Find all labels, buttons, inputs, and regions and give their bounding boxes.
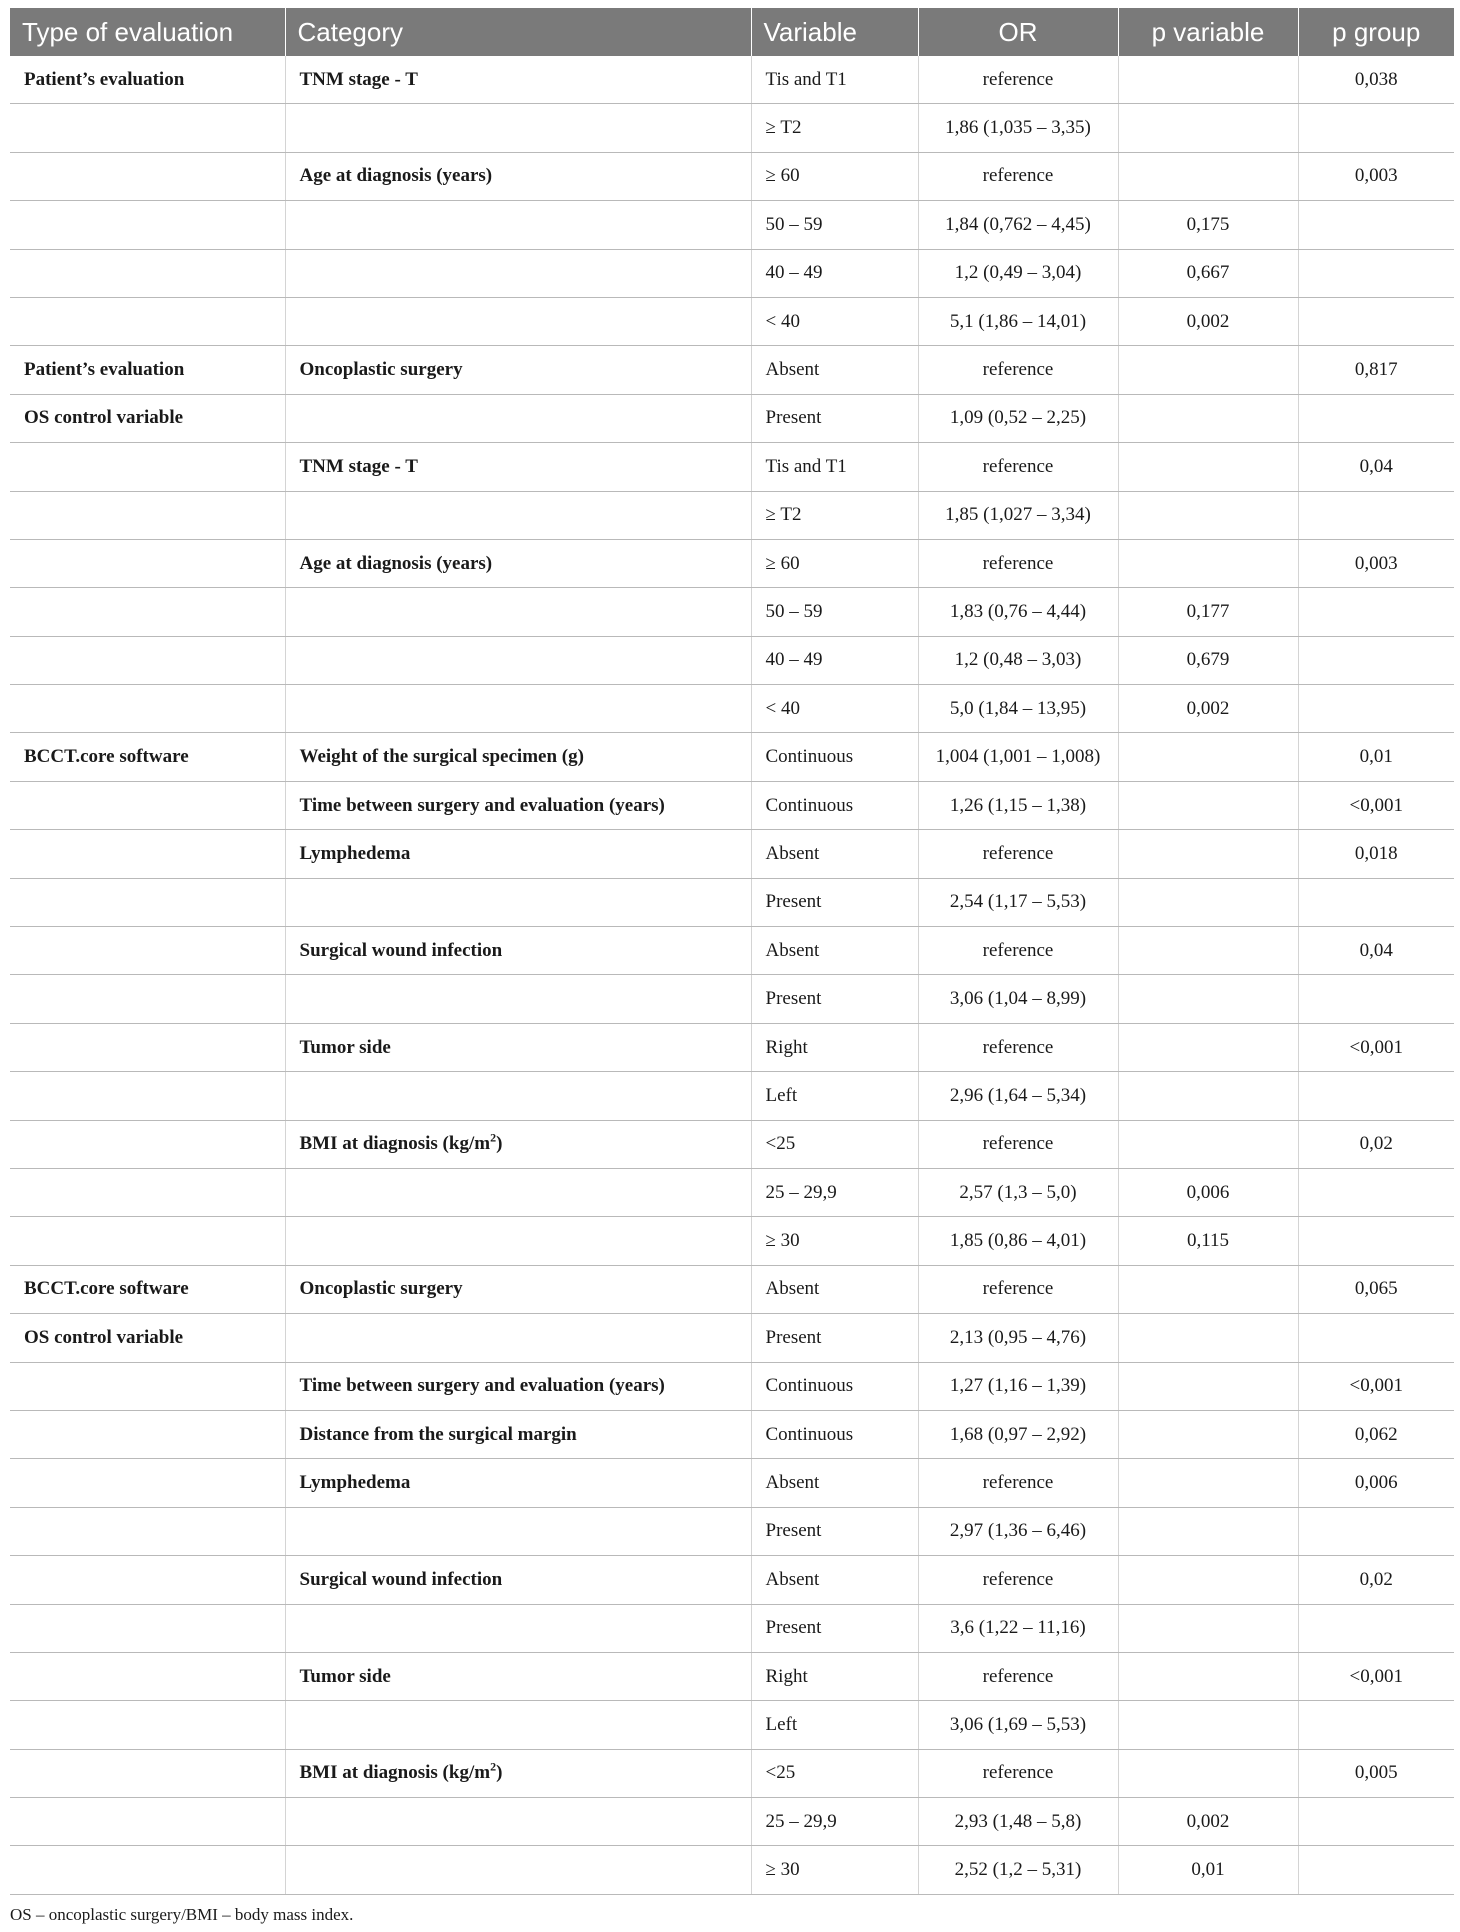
cell-type xyxy=(10,1604,285,1652)
cell-category xyxy=(285,1846,751,1894)
cell-p-group xyxy=(1298,975,1454,1023)
cell-type xyxy=(10,1701,285,1749)
cell-p-group xyxy=(1298,297,1454,345)
table-row xyxy=(10,685,1454,733)
cell-p-variable xyxy=(1118,1652,1298,1700)
cell-p-variable xyxy=(1118,1023,1298,1071)
cell-variable: Right xyxy=(751,1652,918,1700)
cell-p-group: 0,003 xyxy=(1298,152,1454,200)
cell-or: reference xyxy=(918,443,1118,491)
category-text: BMI at diagnosis (kg/m xyxy=(299,1762,491,1784)
cell-variable: Tis and T1 xyxy=(751,443,918,491)
cell-or: 1,83 (0,76 – 4,44) xyxy=(918,588,1118,636)
cell-category xyxy=(285,1314,751,1362)
cell-category xyxy=(285,685,751,733)
cell-or: 1,86 (1,035 – 3,35) xyxy=(918,104,1118,152)
cell-type: OS control variable xyxy=(10,394,285,442)
cell-type xyxy=(10,1410,285,1458)
cell-p-group: 0,02 xyxy=(1298,1556,1454,1604)
cell-p-group xyxy=(1298,1846,1454,1894)
cell-variable: 40 – 49 xyxy=(751,249,918,297)
cell-variable: Present xyxy=(751,1507,918,1555)
table-row xyxy=(10,152,1454,200)
cell-type xyxy=(10,588,285,636)
cell-p-variable xyxy=(1118,1120,1298,1168)
cell-category: Weight of the surgical specimen (g) xyxy=(285,733,751,781)
cell-category xyxy=(285,1507,751,1555)
table-row xyxy=(10,1507,1454,1555)
cell-category: TNM stage - T xyxy=(285,56,751,104)
table-row xyxy=(10,1556,1454,1604)
table-row xyxy=(10,1604,1454,1652)
cell-p-group: 0,065 xyxy=(1298,1265,1454,1313)
cell-p-group xyxy=(1298,491,1454,539)
cell-p-variable xyxy=(1118,1072,1298,1120)
cell-p-group: <0,001 xyxy=(1298,781,1454,829)
cell-p-group xyxy=(1298,588,1454,636)
cell-p-group xyxy=(1298,685,1454,733)
cell-type xyxy=(10,297,285,345)
cell-category: Age at diagnosis (years) xyxy=(285,539,751,587)
cell-p-variable: 0,002 xyxy=(1118,297,1298,345)
cell-or: 2,57 (1,3 – 5,0) xyxy=(918,1168,1118,1216)
cell-variable: < 40 xyxy=(751,297,918,345)
table-row xyxy=(10,1846,1454,1894)
cell-or: 1,2 (0,49 – 3,04) xyxy=(918,249,1118,297)
cell-category: Tumor side xyxy=(285,1023,751,1071)
cell-or: reference xyxy=(918,1556,1118,1604)
category-superscript: 2 xyxy=(490,1130,497,1145)
table-row xyxy=(10,346,1454,394)
table-row xyxy=(10,636,1454,684)
cell-variable: ≥ 60 xyxy=(751,152,918,200)
cell-variable: Absent xyxy=(751,1556,918,1604)
cell-p-group: 0,04 xyxy=(1298,927,1454,975)
cell-p-variable xyxy=(1118,152,1298,200)
cell-p-group xyxy=(1298,1217,1454,1265)
cell-type xyxy=(10,636,285,684)
header-p-group: p group xyxy=(1298,8,1454,56)
cell-type: BCCT.core software xyxy=(10,733,285,781)
cell-or: 2,96 (1,64 – 5,34) xyxy=(918,1072,1118,1120)
cell-p-variable: 0,002 xyxy=(1118,685,1298,733)
cell-p-group: 0,817 xyxy=(1298,346,1454,394)
table-row xyxy=(10,781,1454,829)
cell-category: Age at diagnosis (years) xyxy=(285,152,751,200)
cell-or: 1,84 (0,762 – 4,45) xyxy=(918,201,1118,249)
cell-category: Distance from the surgical margin xyxy=(285,1410,751,1458)
cell-or: 2,13 (0,95 – 4,76) xyxy=(918,1314,1118,1362)
cell-or: 1,85 (1,027 – 3,34) xyxy=(918,491,1118,539)
cell-variable: Continuous xyxy=(751,1410,918,1458)
table-header xyxy=(10,8,1454,56)
cell-type xyxy=(10,685,285,733)
cell-variable: 25 – 29,9 xyxy=(751,1168,918,1216)
cell-or: reference xyxy=(918,1265,1118,1313)
cell-variable: Absent xyxy=(751,1265,918,1313)
cell-variable: Absent xyxy=(751,830,918,878)
cell-p-group: 0,006 xyxy=(1298,1459,1454,1507)
cell-category xyxy=(285,636,751,684)
cell-category xyxy=(285,1604,751,1652)
cell-category xyxy=(285,1749,751,1797)
cell-p-group: <0,001 xyxy=(1298,1023,1454,1071)
cell-p-variable xyxy=(1118,1314,1298,1362)
cell-or: reference xyxy=(918,830,1118,878)
cell-variable: Continuous xyxy=(751,733,918,781)
cell-p-variable: 0,679 xyxy=(1118,636,1298,684)
cell-variable: Absent xyxy=(751,346,918,394)
cell-variable: Right xyxy=(751,1023,918,1071)
cell-type xyxy=(10,1459,285,1507)
cell-p-group: 0,04 xyxy=(1298,443,1454,491)
cell-category: Tumor side xyxy=(285,1652,751,1700)
cell-type xyxy=(10,104,285,152)
table-row xyxy=(10,1652,1454,1700)
cell-p-group: 0,018 xyxy=(1298,830,1454,878)
cell-or: 2,52 (1,2 – 5,31) xyxy=(918,1846,1118,1894)
table-row xyxy=(10,733,1454,781)
category-text: BMI at diagnosis (kg/m xyxy=(299,1133,491,1155)
results-table xyxy=(10,8,1454,1895)
cell-variable: Absent xyxy=(751,927,918,975)
table-row xyxy=(10,1168,1454,1216)
cell-category xyxy=(285,1120,751,1168)
cell-type xyxy=(10,1168,285,1216)
cell-type xyxy=(10,830,285,878)
cell-category xyxy=(285,1217,751,1265)
table-row xyxy=(10,1701,1454,1749)
cell-type: Patient’s evaluation xyxy=(10,346,285,394)
cell-type xyxy=(10,1362,285,1410)
cell-or: 1,09 (0,52 – 2,25) xyxy=(918,394,1118,442)
header-p-variable: p variable xyxy=(1118,8,1298,56)
table-row xyxy=(10,201,1454,249)
cell-category xyxy=(285,491,751,539)
cell-variable: Present xyxy=(751,1604,918,1652)
table-row xyxy=(10,975,1454,1023)
cell-category xyxy=(285,201,751,249)
cell-type xyxy=(10,1556,285,1604)
cell-or: reference xyxy=(918,539,1118,587)
cell-category: Lymphedema xyxy=(285,1459,751,1507)
cell-variable: Present xyxy=(751,975,918,1023)
cell-category: Oncoplastic surgery xyxy=(285,346,751,394)
cell-or: reference xyxy=(918,927,1118,975)
cell-p-group xyxy=(1298,1072,1454,1120)
cell-type xyxy=(10,539,285,587)
table-row xyxy=(10,1217,1454,1265)
cell-category xyxy=(285,1798,751,1846)
cell-type xyxy=(10,1749,285,1797)
cell-category xyxy=(285,1168,751,1216)
cell-p-variable xyxy=(1118,1604,1298,1652)
cell-or: reference xyxy=(918,152,1118,200)
cell-p-variable: 0,115 xyxy=(1118,1217,1298,1265)
cell-or: 5,0 (1,84 – 13,95) xyxy=(918,685,1118,733)
cell-variable: ≥ 30 xyxy=(751,1846,918,1894)
cell-p-variable xyxy=(1118,539,1298,587)
cell-or: 3,06 (1,69 – 5,53) xyxy=(918,1701,1118,1749)
table-row xyxy=(10,588,1454,636)
cell-variable: Present xyxy=(751,878,918,926)
table-footnote: OS – oncoplastic surgery/BMI – body mass index. xyxy=(10,1904,354,1924)
table-body xyxy=(10,56,1454,1894)
cell-category: Surgical wound infection xyxy=(285,1556,751,1604)
cell-p-variable: 0,177 xyxy=(1118,588,1298,636)
cell-type xyxy=(10,1120,285,1168)
cell-p-group xyxy=(1298,1701,1454,1749)
cell-or: 1,2 (0,48 – 3,03) xyxy=(918,636,1118,684)
cell-variable: 40 – 49 xyxy=(751,636,918,684)
cell-or: 1,27 (1,16 – 1,39) xyxy=(918,1362,1118,1410)
cell-category xyxy=(285,394,751,442)
table-row xyxy=(10,878,1454,926)
table-row xyxy=(10,1023,1454,1071)
cell-variable: Present xyxy=(751,394,918,442)
cell-or: reference xyxy=(918,1120,1118,1168)
cell-variable: Present xyxy=(751,1314,918,1362)
cell-variable: < 40 xyxy=(751,685,918,733)
cell-p-variable xyxy=(1118,56,1298,104)
cell-p-group: 0,003 xyxy=(1298,539,1454,587)
cell-p-variable xyxy=(1118,1507,1298,1555)
cell-p-group xyxy=(1298,249,1454,297)
table-row xyxy=(10,1362,1454,1410)
cell-variable: ≥ T2 xyxy=(751,104,918,152)
cell-category xyxy=(285,1072,751,1120)
cell-p-variable xyxy=(1118,443,1298,491)
cell-or: 1,26 (1,15 – 1,38) xyxy=(918,781,1118,829)
cell-category: Oncoplastic surgery xyxy=(285,1265,751,1313)
cell-p-group: 0,038 xyxy=(1298,56,1454,104)
cell-type xyxy=(10,491,285,539)
table-row xyxy=(10,104,1454,152)
cell-p-variable xyxy=(1118,927,1298,975)
cell-or: 2,93 (1,48 – 5,8) xyxy=(918,1798,1118,1846)
header-row xyxy=(10,8,1454,56)
table-row xyxy=(10,249,1454,297)
cell-p-group xyxy=(1298,1604,1454,1652)
cell-p-variable xyxy=(1118,491,1298,539)
cell-category xyxy=(285,1701,751,1749)
cell-type xyxy=(10,878,285,926)
cell-type xyxy=(10,781,285,829)
header-category: Category xyxy=(285,8,751,56)
cell-p-group: 0,005 xyxy=(1298,1749,1454,1797)
cell-p-variable xyxy=(1118,1459,1298,1507)
cell-variable: 50 – 59 xyxy=(751,588,918,636)
cell-type: BCCT.core software xyxy=(10,1265,285,1313)
header-variable: Variable xyxy=(751,8,918,56)
cell-p-variable: 0,01 xyxy=(1118,1846,1298,1894)
cell-type xyxy=(10,975,285,1023)
cell-p-group xyxy=(1298,1507,1454,1555)
cell-variable: ≥ 30 xyxy=(751,1217,918,1265)
cell-p-group xyxy=(1298,1168,1454,1216)
cell-p-variable xyxy=(1118,1749,1298,1797)
cell-category xyxy=(285,249,751,297)
cell-category xyxy=(285,878,751,926)
cell-p-variable xyxy=(1118,878,1298,926)
table-row xyxy=(10,297,1454,345)
header-type: Type of evaluation xyxy=(10,8,285,56)
table-row xyxy=(10,830,1454,878)
cell-category: Surgical wound infection xyxy=(285,927,751,975)
cell-type xyxy=(10,927,285,975)
cell-p-variable xyxy=(1118,1265,1298,1313)
cell-or: 5,1 (1,86 – 14,01) xyxy=(918,297,1118,345)
cell-p-variable xyxy=(1118,1410,1298,1458)
cell-type xyxy=(10,1507,285,1555)
cell-p-variable xyxy=(1118,975,1298,1023)
table-row xyxy=(10,1265,1454,1313)
cell-or: 2,54 (1,17 – 5,53) xyxy=(918,878,1118,926)
cell-p-variable: 0,006 xyxy=(1118,1168,1298,1216)
cell-variable: <25 xyxy=(751,1749,918,1797)
cell-p-group: 0,01 xyxy=(1298,733,1454,781)
cell-p-variable xyxy=(1118,346,1298,394)
table-row xyxy=(10,1798,1454,1846)
cell-p-group xyxy=(1298,1798,1454,1846)
table-row xyxy=(10,1749,1454,1797)
cell-variable: Absent xyxy=(751,1459,918,1507)
cell-p-group xyxy=(1298,878,1454,926)
table-row xyxy=(10,539,1454,587)
cell-p-variable xyxy=(1118,1362,1298,1410)
cell-or: reference xyxy=(918,1652,1118,1700)
cell-type: OS control variable xyxy=(10,1314,285,1362)
table-row xyxy=(10,56,1454,104)
category-tail: ) xyxy=(496,1762,503,1784)
cell-category xyxy=(285,104,751,152)
cell-type xyxy=(10,1652,285,1700)
cell-or: 1,004 (1,001 – 1,008) xyxy=(918,733,1118,781)
cell-variable: Continuous xyxy=(751,781,918,829)
cell-p-group xyxy=(1298,636,1454,684)
cell-p-group: 0,062 xyxy=(1298,1410,1454,1458)
cell-p-variable xyxy=(1118,733,1298,781)
cell-p-variable: 0,667 xyxy=(1118,249,1298,297)
cell-category xyxy=(285,588,751,636)
table-container xyxy=(10,8,1454,1925)
cell-p-variable xyxy=(1118,394,1298,442)
cell-category: Time between surgery and evaluation (years) xyxy=(285,1362,751,1410)
cell-p-variable xyxy=(1118,1701,1298,1749)
cell-variable: Left xyxy=(751,1072,918,1120)
cell-p-variable: 0,002 xyxy=(1118,1798,1298,1846)
cell-or: reference xyxy=(918,346,1118,394)
cell-type xyxy=(10,1072,285,1120)
cell-variable: Left xyxy=(751,1701,918,1749)
cell-category xyxy=(285,975,751,1023)
table-row xyxy=(10,491,1454,539)
cell-type xyxy=(10,1798,285,1846)
cell-variable: Tis and T1 xyxy=(751,56,918,104)
cell-p-group: <0,001 xyxy=(1298,1362,1454,1410)
cell-category: TNM stage - T xyxy=(285,443,751,491)
table-row xyxy=(10,1314,1454,1362)
cell-type xyxy=(10,152,285,200)
cell-or: 1,68 (0,97 – 2,92) xyxy=(918,1410,1118,1458)
cell-variable: ≥ 60 xyxy=(751,539,918,587)
cell-or: reference xyxy=(918,56,1118,104)
cell-type xyxy=(10,1217,285,1265)
cell-p-variable xyxy=(1118,104,1298,152)
table-row xyxy=(10,1410,1454,1458)
cell-p-group: <0,001 xyxy=(1298,1652,1454,1700)
table-row xyxy=(10,443,1454,491)
cell-p-group xyxy=(1298,201,1454,249)
cell-category xyxy=(285,297,751,345)
cell-or: reference xyxy=(918,1023,1118,1071)
cell-p-group xyxy=(1298,104,1454,152)
cell-type: Patient’s evaluation xyxy=(10,56,285,104)
cell-p-variable xyxy=(1118,781,1298,829)
table-row xyxy=(10,1072,1454,1120)
cell-or: 3,6 (1,22 – 11,16) xyxy=(918,1604,1118,1652)
table-row xyxy=(10,1120,1454,1168)
cell-variable: 25 – 29,9 xyxy=(751,1798,918,1846)
table-row xyxy=(10,394,1454,442)
cell-category: Time between surgery and evaluation (years) xyxy=(285,781,751,829)
cell-p-group xyxy=(1298,1314,1454,1362)
table-row xyxy=(10,927,1454,975)
cell-p-variable xyxy=(1118,1556,1298,1604)
cell-type xyxy=(10,1846,285,1894)
header-or: OR xyxy=(918,8,1118,56)
table-row xyxy=(10,1459,1454,1507)
cell-or: reference xyxy=(918,1749,1118,1797)
cell-type xyxy=(10,201,285,249)
cell-type xyxy=(10,249,285,297)
cell-type xyxy=(10,443,285,491)
cell-or: 2,97 (1,36 – 6,46) xyxy=(918,1507,1118,1555)
cell-p-group: 0,02 xyxy=(1298,1120,1454,1168)
cell-variable: 50 – 59 xyxy=(751,201,918,249)
cell-or: 3,06 (1,04 – 8,99) xyxy=(918,975,1118,1023)
cell-type xyxy=(10,1023,285,1071)
cell-or: 1,85 (0,86 – 4,01) xyxy=(918,1217,1118,1265)
cell-p-group xyxy=(1298,394,1454,442)
cell-category: Lymphedema xyxy=(285,830,751,878)
cell-variable: ≥ T2 xyxy=(751,491,918,539)
cell-p-variable: 0,175 xyxy=(1118,201,1298,249)
cell-variable: <25 xyxy=(751,1120,918,1168)
cell-variable: Continuous xyxy=(751,1362,918,1410)
cell-p-variable xyxy=(1118,830,1298,878)
cell-or: reference xyxy=(918,1459,1118,1507)
category-superscript: 2 xyxy=(490,1760,497,1775)
category-tail: ) xyxy=(496,1133,503,1155)
